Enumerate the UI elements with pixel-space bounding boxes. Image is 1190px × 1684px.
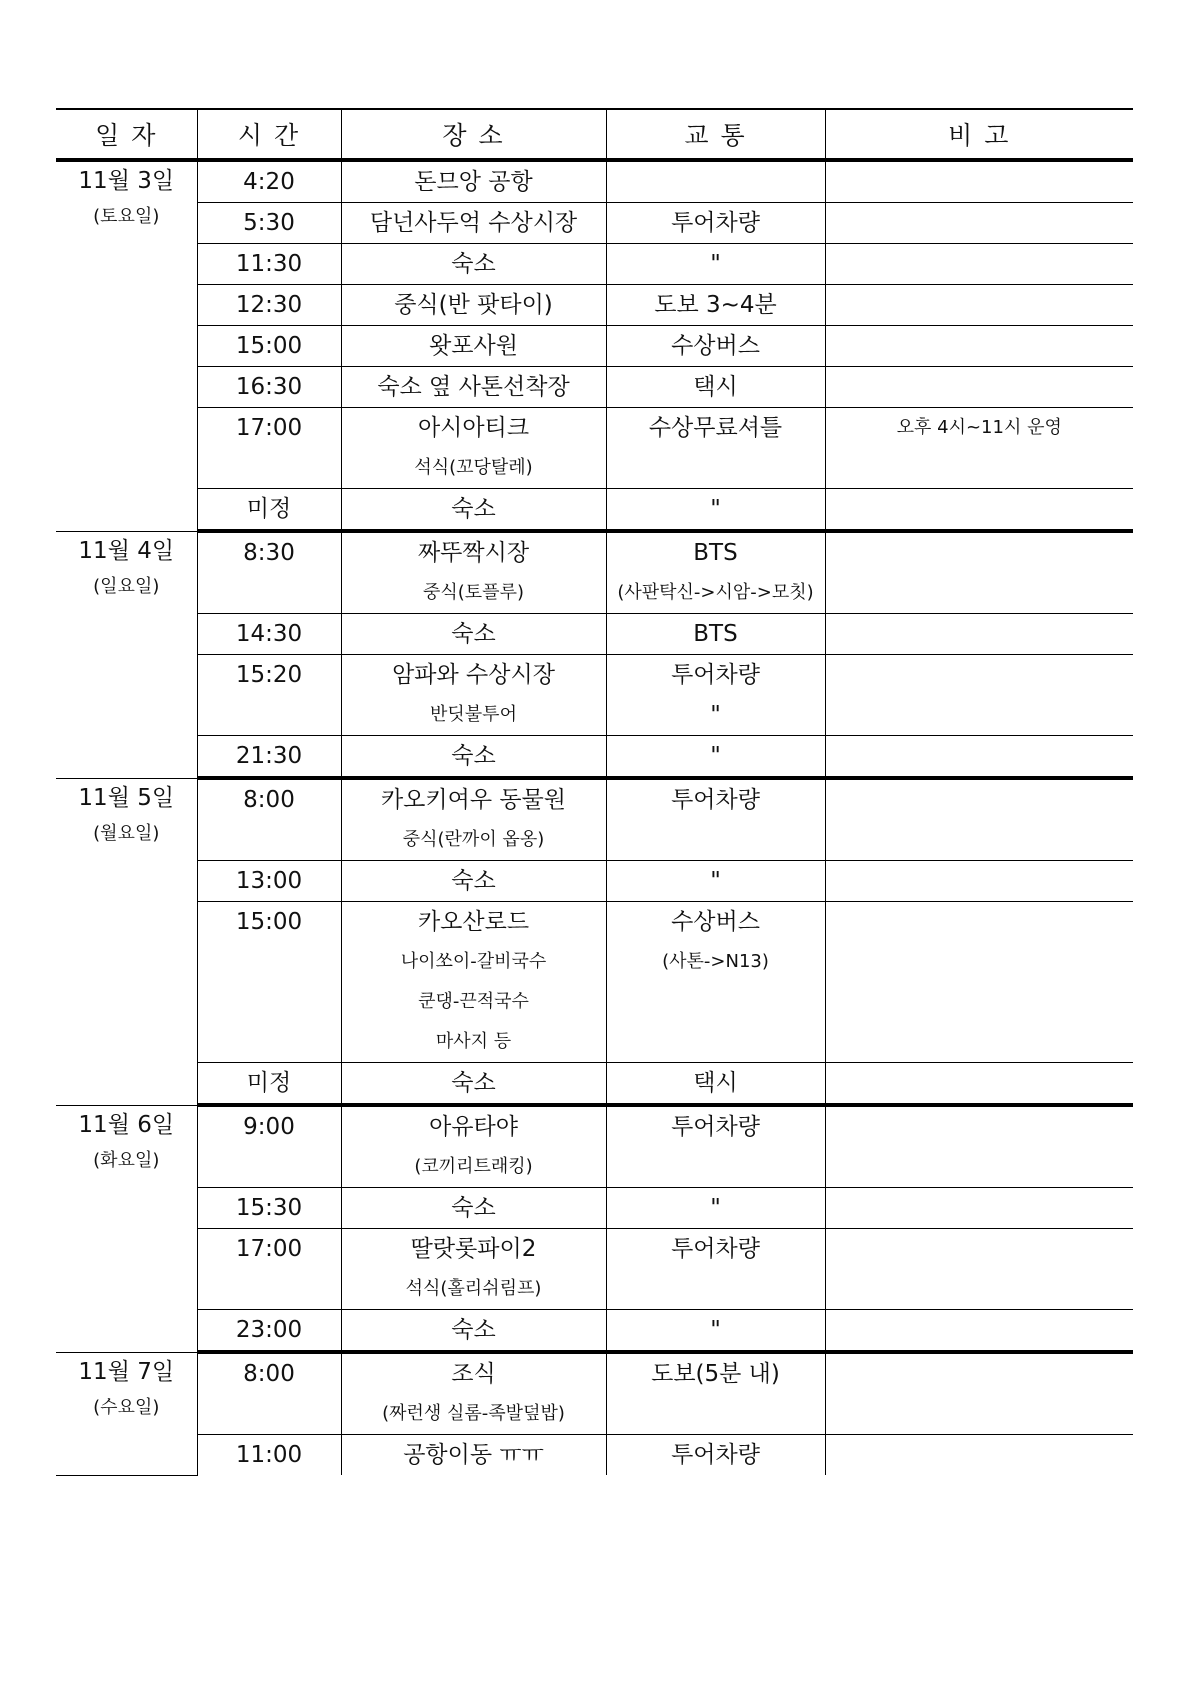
date-cell [56, 778, 197, 1105]
time-cell [197, 736, 341, 779]
weekday-label: (일요일) [93, 575, 160, 597]
time-cell [197, 902, 341, 1063]
note-text: 오후 4시~11시 운영 [896, 417, 1062, 438]
place-detail: 반딧불투어 [430, 704, 517, 725]
transport-cell [606, 614, 825, 655]
transport-cell [606, 736, 825, 779]
time-value: 미정 [246, 496, 292, 522]
transport-mode: " [710, 496, 721, 522]
transport-cell [606, 1435, 825, 1476]
time-value: 미정 [246, 1070, 292, 1096]
note-cell [825, 531, 1133, 614]
transport-cell [606, 861, 825, 902]
place-cell [341, 736, 606, 779]
place-cell [341, 160, 606, 203]
table-row [56, 1310, 1133, 1353]
note-cell [825, 861, 1133, 902]
place-detail: (코끼리트래킹) [414, 1156, 533, 1177]
transport-mode: " [710, 1317, 721, 1343]
place-name: 숙소 [451, 1070, 496, 1096]
place-detail: 석식(홀리쉬림프) [405, 1278, 542, 1299]
transport-detail: " [710, 702, 721, 728]
table-body [56, 160, 1133, 1475]
time-cell [197, 655, 341, 736]
place-detail: 마사지 등 [435, 1031, 512, 1052]
place-detail: (짜런생 실롬-족발덮밥) [382, 1403, 565, 1424]
place-name: 딸랏롯파이2 [410, 1236, 537, 1262]
place-name: 아시아티크 [417, 415, 530, 441]
transport-cell [606, 244, 825, 285]
note-cell [825, 736, 1133, 779]
place-detail: 나이쏘이-갈비국수 [400, 951, 547, 972]
table-row [56, 614, 1133, 655]
header-place: 장 소 [341, 109, 606, 160]
transport-cell [606, 367, 825, 408]
place-cell [341, 531, 606, 614]
time-cell [197, 489, 341, 532]
note-cell [825, 902, 1133, 1063]
transport-cell [606, 1105, 825, 1188]
place-cell [341, 1352, 606, 1435]
time-value: 4:20 [243, 169, 295, 195]
table-row [56, 1435, 1133, 1476]
table-row [56, 285, 1133, 326]
place-cell [341, 244, 606, 285]
time-value: 16:30 [235, 374, 303, 400]
place-name: 돈므앙 공항 [414, 169, 533, 195]
place-name: 숙소 [451, 621, 496, 647]
transport-mode: " [710, 251, 721, 277]
place-cell [341, 614, 606, 655]
transport-mode: 도보 3~4분 [654, 292, 777, 318]
note-cell [825, 1063, 1133, 1106]
transport-mode: 택시 [693, 1070, 738, 1096]
date-label: 11월 7일 [78, 1358, 175, 1385]
transport-cell [606, 203, 825, 244]
time-value: 12:30 [235, 292, 303, 318]
date-label: 11월 5일 [78, 784, 175, 811]
note-cell [825, 203, 1133, 244]
itinerary-table [56, 108, 1133, 1476]
time-cell [197, 326, 341, 367]
header-row [56, 109, 1133, 160]
transport-cell [606, 778, 825, 861]
place-cell [341, 1105, 606, 1188]
transport-cell [606, 902, 825, 1063]
place-cell [341, 1229, 606, 1310]
note-cell [825, 655, 1133, 736]
transport-cell [606, 1188, 825, 1229]
place-cell [341, 778, 606, 861]
place-name: 숙소 [451, 743, 496, 769]
note-cell [825, 1229, 1133, 1310]
weekday-label: (화요일) [93, 1149, 160, 1171]
place-detail: 중식(토플루) [423, 582, 524, 603]
time-cell [197, 367, 341, 408]
table-row [56, 778, 1133, 861]
place-name: 숙소 [451, 1195, 496, 1221]
note-cell [825, 614, 1133, 655]
table-row [56, 1188, 1133, 1229]
transport-mode: 투어차량 [671, 210, 760, 236]
table-row [56, 1105, 1133, 1188]
table-row [56, 1229, 1133, 1310]
header-note: 비 고 [825, 109, 1133, 160]
note-cell [825, 160, 1133, 203]
place-cell [341, 655, 606, 736]
time-value: 8:30 [243, 540, 295, 566]
place-cell [341, 326, 606, 367]
transport-mode: BTS [693, 621, 738, 647]
weekday-label: (월요일) [93, 822, 160, 844]
transport-detail: (사판탁신->시암->모칫) [617, 582, 814, 603]
time-cell [197, 285, 341, 326]
note-cell [825, 1105, 1133, 1188]
table-row [56, 203, 1133, 244]
place-name: 조식 [451, 1361, 496, 1387]
place-cell [341, 203, 606, 244]
time-cell [197, 160, 341, 203]
place-name: 숙소 [451, 868, 496, 894]
weekday-label: (수요일) [93, 1396, 160, 1418]
transport-cell [606, 1310, 825, 1353]
place-name: 숙소 옆 사톤선착장 [377, 374, 570, 400]
note-cell [825, 489, 1133, 532]
time-cell [197, 531, 341, 614]
transport-mode: 수상버스 [671, 333, 760, 359]
time-cell [197, 778, 341, 861]
place-name: 왓포사원 [429, 333, 518, 359]
date-label: 11월 6일 [78, 1111, 175, 1138]
place-cell [341, 408, 606, 489]
transport-mode: " [710, 868, 721, 894]
time-value: 14:30 [235, 621, 303, 647]
place-detail: 석식(꼬당탈레) [414, 457, 533, 478]
table-row [56, 1063, 1133, 1106]
transport-cell [606, 285, 825, 326]
transport-mode: 투어차량 [671, 1114, 760, 1140]
note-cell [825, 367, 1133, 408]
time-cell [197, 408, 341, 489]
date-cell [56, 1352, 197, 1475]
place-name: 숙소 [451, 1317, 496, 1343]
transport-cell [606, 1229, 825, 1310]
time-cell [197, 861, 341, 902]
place-cell [341, 1435, 606, 1476]
date-cell [56, 1105, 197, 1352]
time-cell [197, 1352, 341, 1435]
place-name: 아유타야 [429, 1114, 518, 1140]
time-cell [197, 1188, 341, 1229]
time-cell [197, 1435, 341, 1476]
time-cell [197, 1063, 341, 1106]
table-row [56, 736, 1133, 779]
header-date: 일 자 [56, 109, 197, 160]
place-cell [341, 285, 606, 326]
time-value: 17:00 [235, 415, 303, 441]
time-value: 5:30 [243, 210, 295, 236]
transport-detail: (사톤->N13) [662, 951, 769, 972]
transport-cell [606, 1063, 825, 1106]
note-cell [825, 1188, 1133, 1229]
note-cell [825, 1435, 1133, 1476]
time-cell [197, 244, 341, 285]
place-name: 담넌사두억 수상시장 [369, 210, 578, 236]
place-cell [341, 1188, 606, 1229]
transport-mode: 투어차량 [671, 1442, 760, 1468]
note-cell [825, 408, 1133, 489]
table-header [56, 109, 1133, 160]
time-cell [197, 1229, 341, 1310]
transport-mode: " [710, 1195, 721, 1221]
note-cell [825, 285, 1133, 326]
note-cell [825, 1352, 1133, 1435]
time-value: 17:00 [235, 1236, 303, 1262]
transport-cell [606, 326, 825, 367]
place-name: 카오키여우 동물원 [380, 787, 567, 813]
time-value: 8:00 [243, 787, 295, 813]
transport-mode: 수상무료셔틀 [648, 415, 783, 441]
table-row [56, 326, 1133, 367]
place-cell [341, 489, 606, 532]
table-row [56, 655, 1133, 736]
place-name: 중식(반 팟타이) [394, 292, 553, 318]
table-row [56, 861, 1133, 902]
time-value: 15:30 [235, 1195, 303, 1221]
time-value: 8:00 [243, 1361, 295, 1387]
time-value: 11:00 [235, 1442, 303, 1468]
header-transport: 교 통 [606, 109, 825, 160]
date-label: 11월 4일 [78, 537, 175, 564]
time-cell [197, 1105, 341, 1188]
time-cell [197, 203, 341, 244]
place-name: 숙소 [451, 496, 496, 522]
header-time: 시 간 [197, 109, 341, 160]
table-row [56, 902, 1133, 1063]
transport-mode: 투어차량 [671, 1236, 760, 1262]
transport-mode: 투어차량 [671, 787, 760, 813]
note-cell [825, 244, 1133, 285]
transport-mode: 수상버스 [671, 909, 760, 935]
note-cell [825, 778, 1133, 861]
place-cell [341, 902, 606, 1063]
date-cell [56, 160, 197, 531]
transport-cell [606, 655, 825, 736]
time-value: 21:30 [235, 743, 303, 769]
table-row [56, 244, 1133, 285]
transport-mode: 투어차량 [671, 662, 760, 688]
time-value: 13:00 [235, 868, 303, 894]
table-row [56, 531, 1133, 614]
place-detail: 중식(란까이 옵옹) [402, 829, 545, 850]
transport-mode: 도보(5분 내) [651, 1361, 780, 1387]
transport-cell [606, 1352, 825, 1435]
time-cell [197, 614, 341, 655]
time-value: 11:30 [235, 251, 303, 277]
time-value: 23:00 [235, 1317, 303, 1343]
table-row [56, 160, 1133, 203]
transport-cell [606, 489, 825, 532]
transport-mode: 택시 [693, 374, 738, 400]
transport-mode: BTS [693, 540, 738, 566]
transport-cell [606, 408, 825, 489]
date-label: 11월 3일 [78, 168, 175, 194]
place-cell [341, 861, 606, 902]
time-cell [197, 1310, 341, 1353]
place-name: 숙소 [451, 251, 496, 277]
transport-cell [606, 160, 825, 203]
table-row [56, 367, 1133, 408]
note-cell [825, 1310, 1133, 1353]
transport-mode: " [710, 743, 721, 769]
weekday-label: (토요일) [93, 206, 160, 227]
place-name: 공항이동 ㅠㅠ [403, 1442, 544, 1468]
note-cell [825, 326, 1133, 367]
place-cell [341, 1310, 606, 1353]
table-row [56, 408, 1133, 489]
transport-cell [606, 531, 825, 614]
time-value: 15:00 [235, 909, 303, 935]
time-value: 15:20 [235, 662, 303, 688]
place-cell [341, 367, 606, 408]
date-cell [56, 531, 197, 778]
table-row [56, 489, 1133, 532]
table-row [56, 1352, 1133, 1435]
place-name: 암파와 수상시장 [392, 662, 555, 688]
place-name: 카오산로드 [417, 909, 530, 935]
place-detail: 쿤댕-끈적국수 [418, 991, 529, 1012]
time-value: 15:00 [235, 333, 303, 359]
time-value: 9:00 [243, 1114, 295, 1140]
place-name: 짜뚜짝시장 [417, 540, 530, 566]
place-cell [341, 1063, 606, 1106]
